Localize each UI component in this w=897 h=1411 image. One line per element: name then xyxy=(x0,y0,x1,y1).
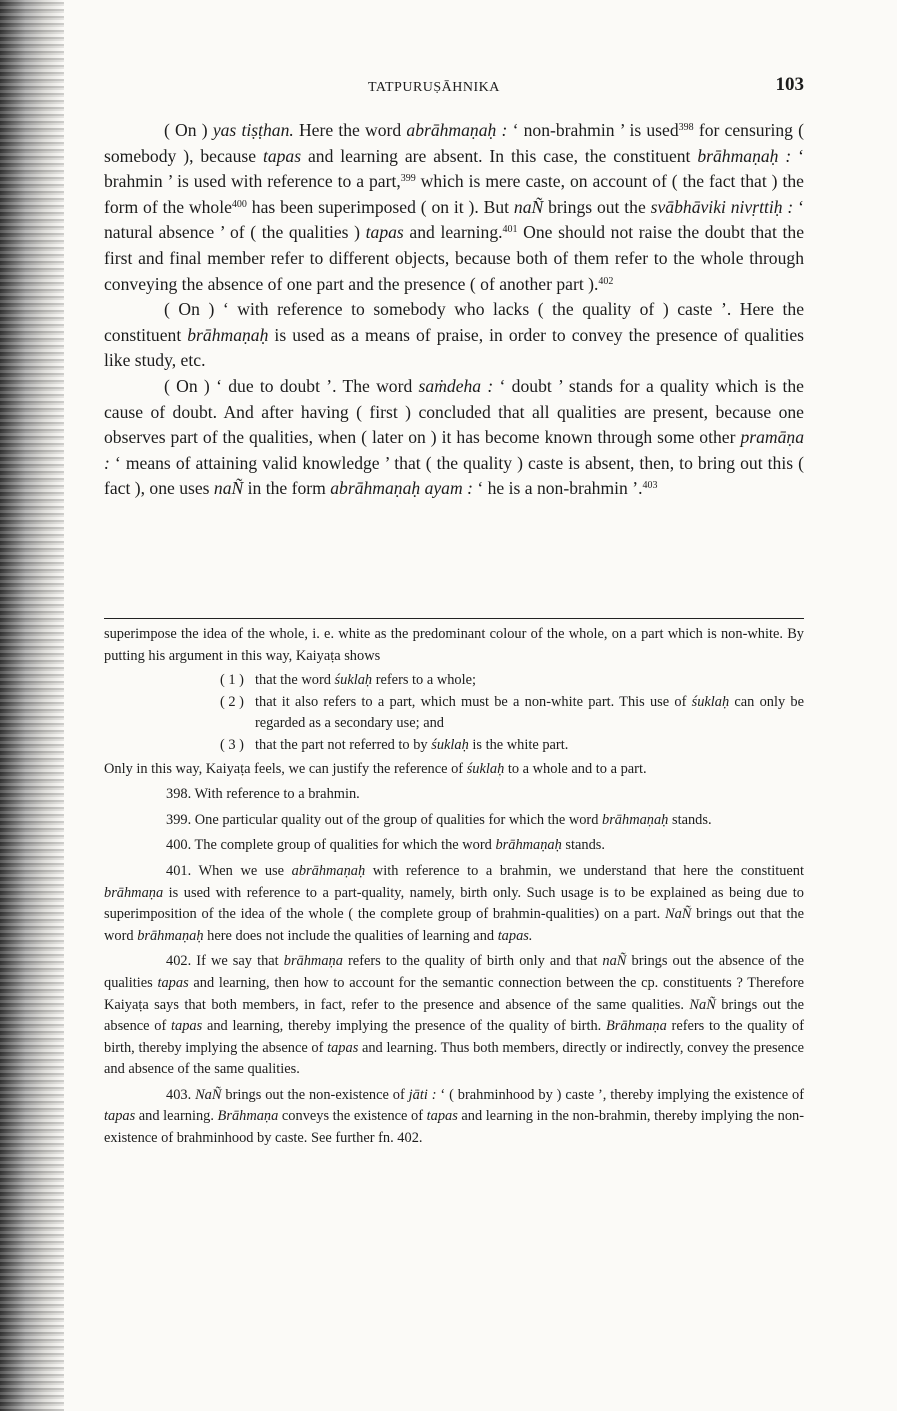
text-run: that the word xyxy=(255,672,335,689)
text-run: is the white part. xyxy=(468,736,569,753)
italic-term: śuklaḥ xyxy=(691,693,730,710)
italic-term: tapas xyxy=(365,222,404,243)
main-text xyxy=(104,118,804,502)
text-run: and learning. xyxy=(135,1108,218,1125)
italic-term: brāhmaṇaḥ : xyxy=(697,145,792,166)
italic-term: brāhmaṇa xyxy=(283,953,343,970)
text-run: 402. If we say that xyxy=(166,953,284,970)
text-run: in the form xyxy=(243,478,331,499)
text-run: One should not raise the doubt that the first and final member refer to different objects, because both of them refer to the whole through conveying the absence of one part and the presence ( of another part ). xyxy=(104,222,805,294)
italic-term: brāhmaṇa xyxy=(104,884,164,901)
main-paragraph xyxy=(104,297,804,374)
footnote-list-item xyxy=(220,692,804,735)
footnote-ref: 399 xyxy=(400,173,416,185)
text-run: and learning, then how to account for the semantic connection between the cp. constituents ? Therefore Kaiyaṭa says that both members, in fact, refer to the presence and absence of the same qualities. xyxy=(104,974,805,1013)
italic-term: saṁdeha : xyxy=(418,375,494,396)
text-run: and learning. xyxy=(403,222,503,243)
book-spine-shadow xyxy=(0,0,64,1411)
italic-term: abrāhmaṇaḥ xyxy=(291,862,366,879)
text-run: ‘ natural absence ’ of ( the qualities ) xyxy=(104,196,804,243)
italic-term: naÑ xyxy=(513,196,544,217)
running-head: TATPURUṢĀHNIKA xyxy=(368,80,500,95)
text-run: brings out the absence of xyxy=(104,996,805,1035)
text-run: with reference to a brahmin, we understand that here the constituent xyxy=(365,862,804,879)
italic-term: tapas xyxy=(157,974,189,991)
italic-term: yas tiṣṭhan. xyxy=(212,120,294,140)
italic-term: brāhmaṇaḥ xyxy=(602,811,669,828)
list-item-text xyxy=(255,670,804,692)
text-run: that it also refers to a part, which must be a non-white part. This use of xyxy=(255,693,692,710)
italic-term: naÑ xyxy=(602,953,627,970)
italic-term: brāhmaṇaḥ xyxy=(187,324,269,345)
footnotes xyxy=(104,624,804,1150)
text-run: stands. xyxy=(668,811,712,828)
italic-term: NaÑ xyxy=(665,906,692,923)
italic-term: jāti : xyxy=(408,1086,437,1103)
text-run: here does not include the qualities of learning and xyxy=(203,927,498,944)
italic-term: tapas xyxy=(171,1018,203,1035)
footnote-continuation xyxy=(104,624,804,667)
italic-term: NaÑ xyxy=(689,996,716,1013)
text-run: brings out that the word xyxy=(104,906,804,944)
text-run: ‘ doubt ’ stands for a quality which is the cause of doubt. And after having ( first ) concluded that all qualities are present, because one observes part of the qualities, when ( later on ) it has become known through some other xyxy=(104,375,804,448)
text-run: is used with reference to a part-quality, namely, birth only. Such usage is to be explained as being due to superimposition of the idea of the whole ( the complete group of brahmin-qualities) on a part. xyxy=(104,884,804,923)
text-run: 398. With reference to a brahmin. xyxy=(166,786,360,803)
text-run: ‘ ( brahminhood by ) caste ’, thereby implying the existence of xyxy=(436,1086,804,1103)
italic-term: tapas. xyxy=(497,927,533,944)
footnote-ref: 400 xyxy=(231,198,247,210)
text-run: ( On ) xyxy=(164,120,213,140)
text-run: ‘ brahmin ’ is used with reference to a part, xyxy=(104,145,804,192)
text-run: and learning, thereby implying the presence of the quality of birth. xyxy=(202,1018,607,1035)
text-run: ‘ he is a non-brahmin ’. xyxy=(472,478,643,499)
text-run: 401. When we use xyxy=(166,862,292,879)
footnote-ref: 398 xyxy=(678,122,694,133)
italic-term: Brāhmaṇa xyxy=(606,1018,667,1035)
text-run: which is mere caste, on account of ( the fact that ) the form of the whole xyxy=(104,171,804,217)
text-run: stands. xyxy=(561,837,606,854)
text-run: ( On ) ‘ due to doubt ’. The word xyxy=(164,375,419,396)
text-run: refers to the quality of birth only and that xyxy=(342,953,603,970)
text-run: and learning are absent. In this case, the constituent xyxy=(301,145,698,166)
footnote-ref: 402 xyxy=(598,275,614,287)
list-item-text xyxy=(255,735,804,757)
list-item-text xyxy=(255,692,804,735)
footnote-398 xyxy=(104,784,804,806)
italic-term: abrāhmaṇaḥ ayam : xyxy=(330,478,473,499)
footnote-list-item xyxy=(220,735,804,757)
italic-term: tapas xyxy=(327,1039,359,1056)
main-paragraph xyxy=(104,374,804,502)
italic-term: śuklaḥ xyxy=(466,760,505,777)
italic-term: svābhāviki nivṛttiḥ : xyxy=(650,196,794,217)
text-run: that the part not referred to by xyxy=(255,736,432,753)
footnote-399 xyxy=(104,810,804,832)
footnote-list-item xyxy=(220,670,804,692)
text-run: conveys the existence of xyxy=(278,1108,427,1125)
text-run: 399. One particular quality out of the group of qualities for which the word xyxy=(166,811,603,828)
footnote-403 xyxy=(104,1085,804,1150)
italic-term: tapas xyxy=(262,145,302,166)
italic-term: Brāhmaṇa xyxy=(217,1108,279,1125)
list-item-number: ( 3 ) xyxy=(220,736,244,753)
italic-term: brāhmaṇaḥ xyxy=(137,927,204,944)
text-run: Here the word xyxy=(293,120,407,140)
text-run: brings out the absence of the qualities xyxy=(104,953,804,991)
list-item-number: ( 2 ) xyxy=(220,693,244,710)
footnote-ref: 403 xyxy=(642,480,658,492)
text-run: refers to a whole; xyxy=(372,672,476,689)
text-run: brings out the non-existence of xyxy=(221,1086,409,1103)
text-run: ( On ) ‘ with reference to somebody who lacks ( the quality of ) caste ’. Here the constituent xyxy=(104,299,804,345)
text-run: and learning. Thus both members, directly or indirectly, convey the presence and absence of the same qualities. xyxy=(104,1039,804,1078)
text-run: ‘ means of attaining valid knowledge ’ that ( the quality ) caste is absent, then, to bring out this ( fact ), one uses xyxy=(104,452,804,499)
text-run: 403. xyxy=(166,1086,196,1103)
text-run: is used as a means of praise, in order to convey the presence of qualities like study, etc. xyxy=(104,324,804,371)
italic-term: naÑ xyxy=(213,478,244,499)
italic-term: śuklaḥ xyxy=(431,736,469,753)
text-run: has been superimposed ( on it ). But xyxy=(246,196,514,217)
italic-term: śuklaḥ xyxy=(334,672,373,689)
footnote-401 xyxy=(104,861,804,947)
text-run: can only be regarded as a secondary use; and xyxy=(255,693,804,732)
page-number: 103 xyxy=(775,74,804,95)
footnote-divider xyxy=(104,618,804,619)
italic-term: brāhmaṇaḥ xyxy=(495,837,562,854)
italic-term: NaÑ xyxy=(195,1086,222,1103)
text-run: brings out the xyxy=(543,196,651,217)
footnote-402 xyxy=(104,951,804,1081)
text-run: and learning in the non-brahmin, thereby implying the non-existence of brahminhood by caste. See further fn. 402. xyxy=(104,1108,805,1147)
footnote-ref: 401 xyxy=(502,224,518,236)
text-run: Only in this way, Kaiyaṭa feels, we can justify the reference of xyxy=(104,760,467,777)
text-run: for censuring ( somebody ), because xyxy=(104,120,804,166)
text-run: refers to the quality of birth, thereby implying the absence of xyxy=(104,1018,804,1056)
text-run: to a whole and to a part. xyxy=(504,760,647,777)
text-run: superimpose the idea of the whole, i. e. white as the predominant colour of the whole, on a part which is non-white. By putting his argument in this way, Kaiyaṭa shows xyxy=(104,626,804,664)
footnote-list xyxy=(104,670,804,756)
text-run: ‘ non-brahmin ’ is used xyxy=(507,120,679,140)
footnote-400 xyxy=(104,835,804,857)
main-paragraph xyxy=(104,118,804,297)
italic-term: tapas xyxy=(104,1108,136,1125)
italic-term: tapas xyxy=(426,1108,458,1125)
footnote-list-conclusion xyxy=(104,759,804,781)
list-item-number: ( 1 ) xyxy=(220,672,244,689)
text-run: 400. The complete group of qualities for which the word xyxy=(166,837,496,854)
page-header xyxy=(104,72,804,102)
italic-term: abrāhmaṇaḥ : xyxy=(406,120,508,140)
italic-term: pramāṇa : xyxy=(104,427,804,473)
